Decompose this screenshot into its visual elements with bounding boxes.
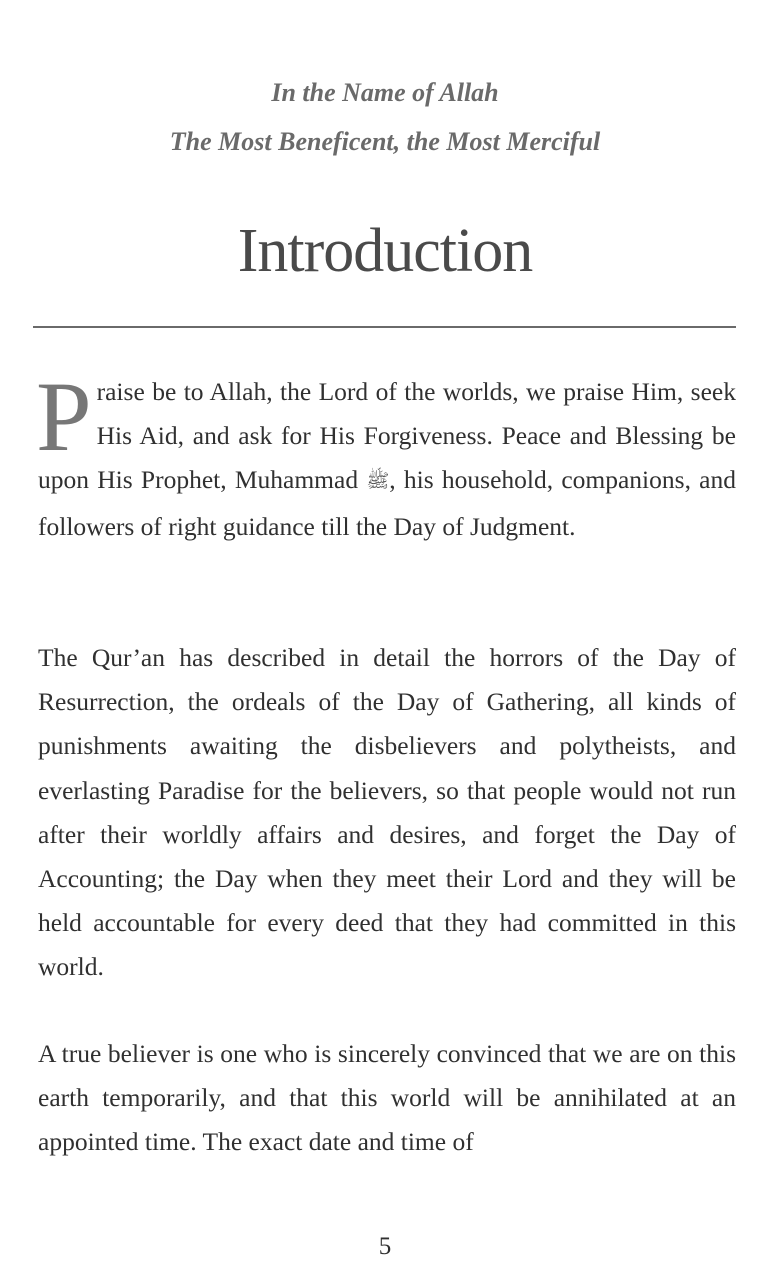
page-number: 5 — [378, 1233, 392, 1260]
paragraph-1-text: raise be to Allah, the Lord of the worlds, we praise Him, seek His Aid, and ask for His Forgiveness. Peace and Blessing be upon His Prophet, Muhammad — [38, 377, 736, 495]
honorific-symbol: ﷺ — [366, 471, 390, 493]
basmala-line-1: In the Name of Allah — [271, 78, 499, 107]
title-divider — [33, 326, 736, 328]
paragraph-3: A true believer is one who is sincerely convinced that we are on this earth temporarily, and that this world will be annihilated at an appointed time. The exact date and time of — [38, 1039, 736, 1157]
paragraph-2: The Qur’an has described in detail the horrors of the Day of Resurrection, the ordeals of the Day of Gathering, all kinds of punishments awaiting the disbelievers and polytheists, and everlasting Paradise for the believers, so that people would not run after their worldly affairs and desires, and forget the Day of Accounting; the Day when they meet their Lord and they will be held accountable for every deed that they had committed in this world. — [38, 643, 736, 982]
chapter-title: Introduction — [237, 217, 533, 285]
paragraph-1-text-after: , his household, companions, and followers of right guidance till the Day of Judgment. — [38, 465, 736, 541]
paragraph-1 — [36, 361, 736, 549]
basmala-line-2: The Most Beneficent, the Most Merciful — [169, 127, 601, 156]
drop-cap-letter: P — [36, 361, 92, 472]
